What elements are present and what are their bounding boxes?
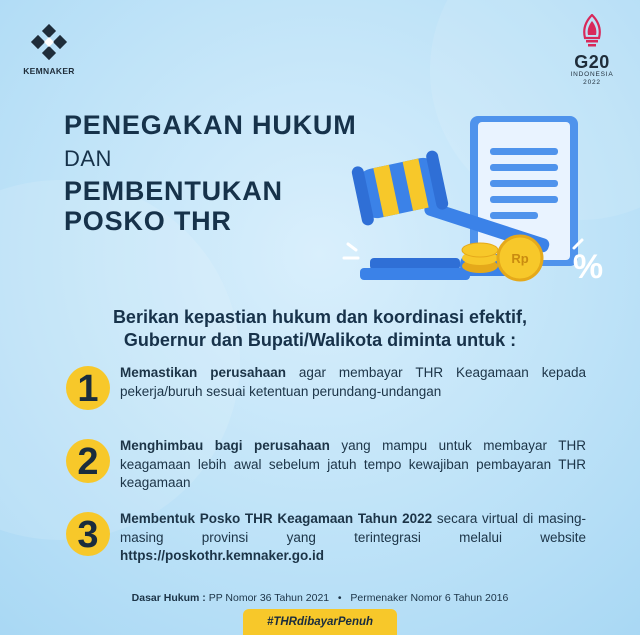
- g20-year: 2022: [583, 79, 601, 86]
- list-item: [58, 364, 588, 424]
- g20-mark: G20: [574, 52, 610, 72]
- intro-line-2: Gubernur dan Bupati/Walikota diminta untuk :: [123, 330, 517, 350]
- item-rest: yang mampu untuk membayar THR keagamaan lebih awal sebelum jatuh tempo kewajiban pembayaran THR keagamaan: [120, 438, 587, 490]
- kemnaker-emblem-icon: [29, 24, 69, 64]
- g20-gunungan-icon: [580, 14, 604, 48]
- item-number-badge: 3: [66, 512, 110, 556]
- item-number-badge: 2: [66, 439, 110, 483]
- headline: [64, 110, 357, 236]
- list-item: [58, 437, 588, 497]
- item-rest: secara virtual di masing-masing provinsi yang terintegrasi melalui website: [120, 511, 586, 545]
- legal-ref-1: PP Nomor 36 Tahun 2021: [208, 592, 330, 604]
- percent-icon: %: [572, 248, 604, 286]
- headline-line-1: PENEGAKAN HUKUM: [64, 110, 357, 140]
- g20-logo: [564, 14, 620, 87]
- intro-text: [40, 306, 600, 352]
- list-item: [58, 510, 588, 570]
- intro-line-1: Berikan kepastian hukum dan koordinasi efektif,: [112, 307, 528, 327]
- item-bold: Memastikan perusahaan: [120, 365, 286, 380]
- website-link[interactable]: https://poskothr.kemnaker.go.id: [120, 548, 325, 563]
- item-text: [120, 437, 586, 493]
- legal-ref-2: Permenaker Nomor 6 Tahun 2016: [350, 592, 509, 604]
- headline-line-2: PEMBENTUKAN: [64, 176, 283, 206]
- kemnaker-label: KEMNAKER: [23, 66, 75, 76]
- coin-label: Rp: [511, 251, 529, 266]
- item-number-badge: 1: [66, 366, 110, 410]
- item-bold: Menghimbau bagi perusahaan: [120, 438, 330, 453]
- separator-dot: •: [337, 592, 342, 604]
- item-text: [120, 364, 586, 401]
- item-text: [120, 510, 586, 566]
- headline-line-3: POSKO THR: [64, 206, 232, 236]
- law-illustration: [330, 108, 630, 298]
- item-bold: Membentuk Posko THR Keagamaan Tahun 2022: [120, 511, 433, 526]
- legal-basis-label: Dasar Hukum :: [131, 592, 206, 604]
- legal-basis: [0, 592, 640, 604]
- hashtag-badge: #THRdibayarPenuh: [243, 609, 397, 635]
- item-rest: agar membayar THR Keagamaan kepada pekerja/buruh sesuai ketentuan perundang-undangan: [120, 365, 587, 399]
- headline-connector: DAN: [64, 146, 112, 171]
- g20-country: INDONESIA: [570, 71, 614, 78]
- kemnaker-logo: [20, 24, 78, 76]
